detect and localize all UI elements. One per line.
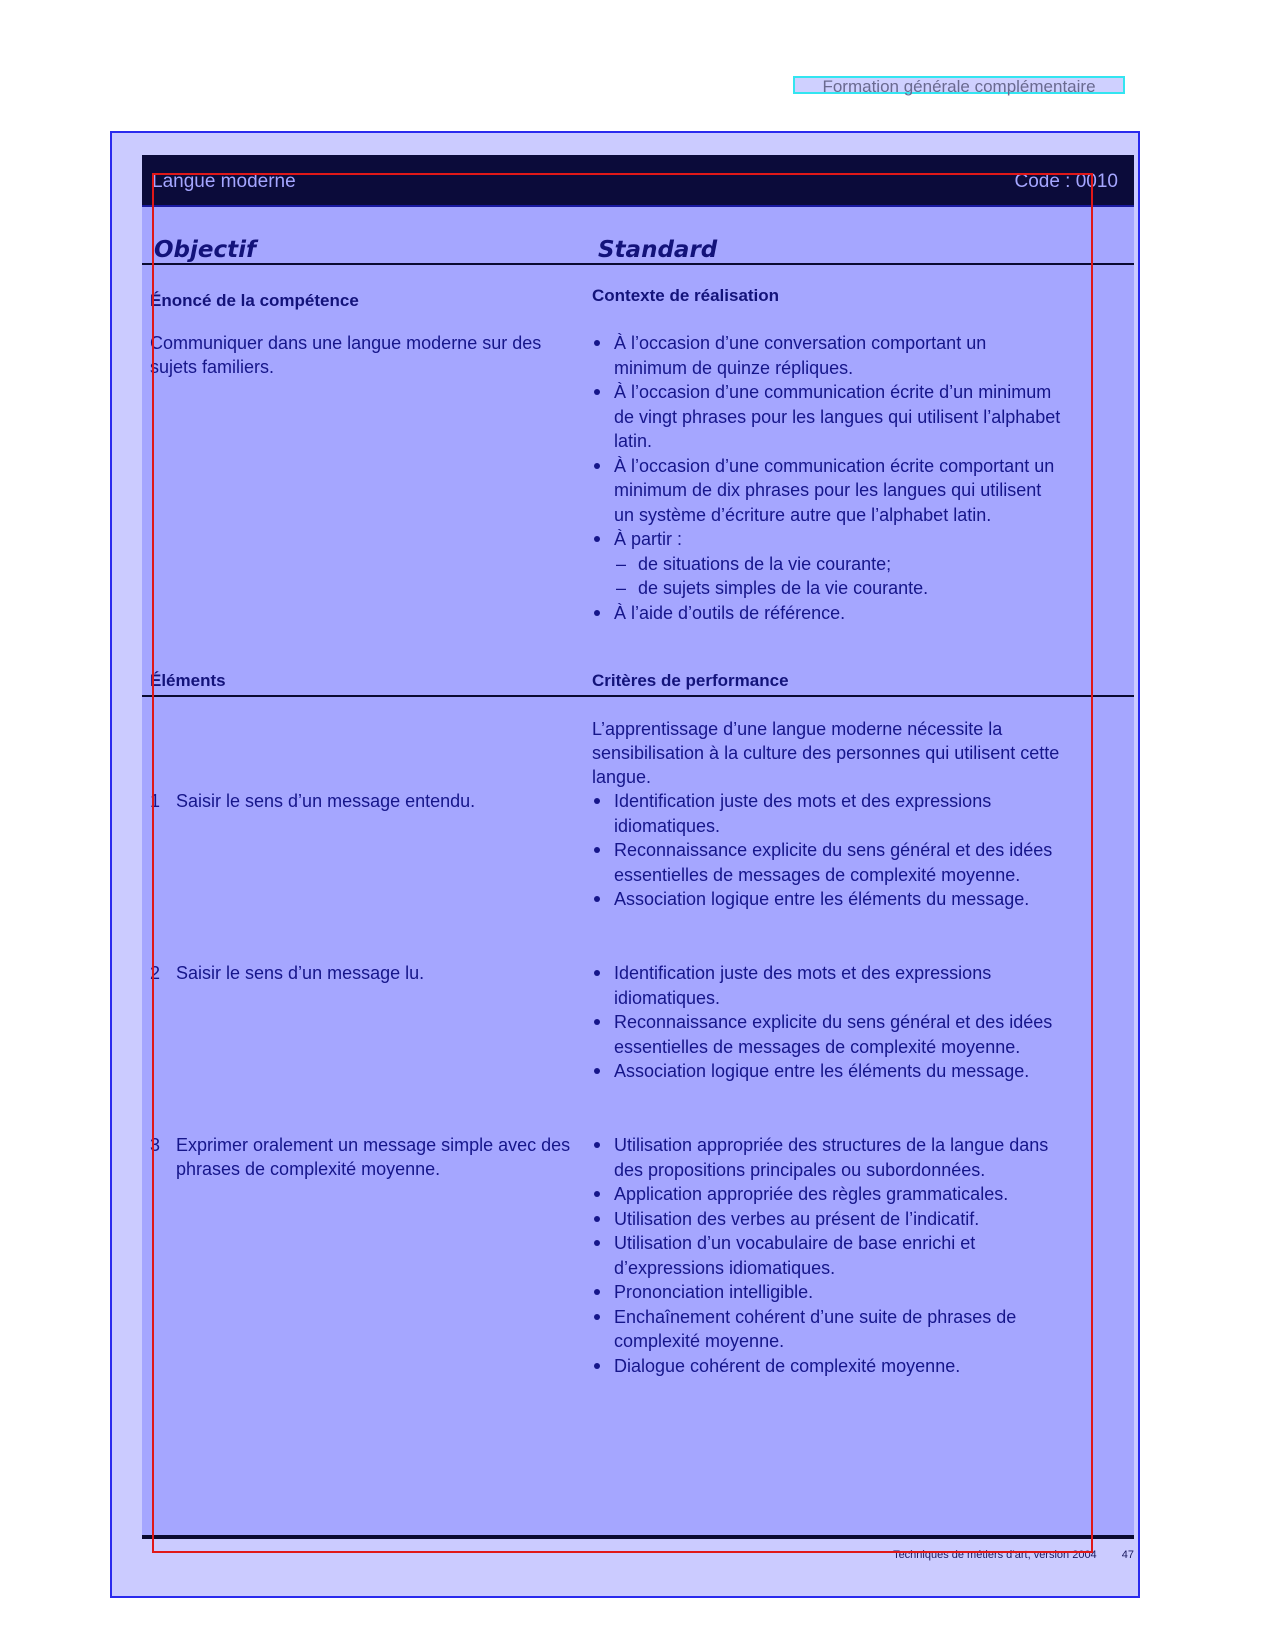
criteria-intro: L’apprentissage d’une langue moderne nécessite la sensibilisation à la culture des personnes qui utilisent cette langue. [592, 719, 1060, 787]
bullet-icon [594, 798, 600, 804]
bullet-icon [594, 1142, 600, 1148]
footer-rule [142, 1535, 1134, 1539]
bullet-icon [594, 1363, 600, 1369]
bullet-icon [594, 389, 600, 395]
sub-list-item: – de sujets simples de la vie courante. [616, 578, 929, 598]
bullet-icon [594, 1289, 600, 1295]
list-item: Enchaînement cohérent d’une suite de phrases de complexité moyenne. [592, 1305, 1070, 1354]
bullet-icon [594, 1191, 600, 1197]
context-list [592, 331, 1062, 625]
bullet-icon [594, 1216, 600, 1222]
page-number: 47 [1121, 1549, 1134, 1561]
bullet-icon [594, 463, 600, 469]
page-frame [110, 131, 1140, 1598]
element-3: 3 Exprimer oralement un message simple avec des phrases de complexité moyenne. [150, 1135, 571, 1179]
list-item: Utilisation appropriée des structures de la langue dans des propositions principales ou subordonnées. [592, 1133, 1070, 1182]
running-head: Formation générale complémentaire [793, 76, 1125, 94]
list-item: Reconnaissance explicite du sens général et des idées essentielles de messages de complexité moyenne. [592, 838, 1070, 887]
footer-text: Techniques de métiers d’art, version 2004 [893, 1549, 1097, 1561]
element-1: 1 Saisir le sens d’un message entendu. [150, 791, 476, 811]
criteria-list-1 [592, 789, 1070, 912]
context-label: Contexte de réalisation [592, 286, 780, 305]
list-item: Association logique entre les éléments du message. [592, 1059, 1070, 1084]
objective-heading: Objectif [154, 237, 257, 263]
element-2: 2 Saisir le sens d’un message lu. [150, 963, 425, 983]
criteria-list-2 [592, 961, 1070, 1084]
header-bar [142, 155, 1134, 207]
bullet-icon [594, 847, 600, 853]
sub-list-item: – de situations de la vie courante; [616, 553, 892, 574]
bullet-icon [594, 610, 600, 616]
header-course-title: Langue moderne [152, 171, 296, 192]
list-item: Utilisation d’un vocabulaire de base enrichi et d’expressions idiomatiques. [592, 1231, 1070, 1280]
bullet-icon [594, 1240, 600, 1246]
list-item: À l’occasion d’une communication écrite d’un minimum de vingt phrases pour les langues qui utilisent l’alphabet latin. [592, 380, 1062, 454]
heading-rule [142, 263, 1134, 265]
elements-label: Éléments [150, 671, 226, 690]
header-course-code: Code : 0010 [1014, 171, 1118, 192]
criteria-label: Critères de performance [592, 671, 789, 690]
list-item: À l’occasion d’une communication écrite comportant un minimum de dix phrases pour les langues qui utilisent un système d’écriture autre que l’alphabet latin. [592, 454, 1062, 528]
bullet-icon [594, 970, 600, 976]
bullet-icon [594, 1019, 600, 1025]
list-item: Application appropriée des règles grammaticales. [592, 1182, 1070, 1207]
bullet-icon [594, 536, 600, 542]
list-item: Prononciation intelligible. [592, 1280, 1070, 1305]
list-item: Identification juste des mots et des expressions idiomatiques. [592, 789, 1070, 838]
bullet-icon [594, 1068, 600, 1074]
list-item: Reconnaissance explicite du sens général et des idées essentielles de messages de complexité moyenne. [592, 1010, 1070, 1059]
list-item: Association logique entre les éléments du message. [592, 887, 1070, 912]
bullet-icon [594, 1314, 600, 1320]
page-content [142, 155, 1134, 1561]
bullet-icon [594, 896, 600, 902]
list-item: Identification juste des mots et des expressions idiomatiques. [592, 961, 1070, 1010]
list-item: À partir : – de situations de la vie courante; – de sujets simples de la vie courante. [592, 527, 1062, 601]
section-rule [142, 695, 1134, 697]
list-item: À l’aide d’outils de référence. [592, 601, 1062, 626]
criteria-list-3 [592, 1133, 1070, 1378]
competence-text: Communiquer dans une langue moderne sur des sujets familiers. [150, 333, 542, 377]
list-item: Utilisation des verbes au présent de l’indicatif. [592, 1207, 1070, 1232]
list-item: À l’occasion d’une conversation comportant un minimum de quinze répliques. [592, 331, 1062, 380]
bullet-icon [594, 340, 600, 346]
competence-label: Énoncé de la compétence [150, 291, 359, 310]
standard-heading: Standard [598, 237, 718, 263]
page-footer [142, 1549, 1134, 1561]
list-item: Dialogue cohérent de complexité moyenne. [592, 1354, 1070, 1379]
